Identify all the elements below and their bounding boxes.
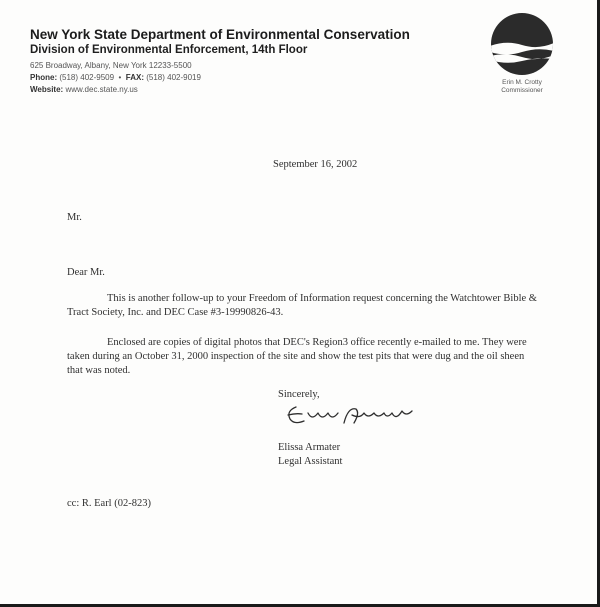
phone-number: (518) 402-9509 bbox=[59, 73, 115, 82]
fax-label: FAX: bbox=[125, 73, 144, 82]
paragraph-1-text: This is another follow-up to your Freedom of Information request concerning the Watchtower Bible & Tract Society, Inc. and DEC Case #3-19990826-43. bbox=[67, 293, 537, 318]
cc-line: cc: R. Earl (02-823) bbox=[67, 498, 151, 509]
signer-title: Legal Assistant bbox=[278, 456, 343, 467]
commissioner-title: Commissioner bbox=[501, 87, 543, 94]
website-label: Website: bbox=[30, 85, 64, 94]
dec-logo-icon bbox=[490, 12, 554, 76]
phone-label: Phone: bbox=[30, 73, 58, 82]
recipient-block: Mr. bbox=[67, 212, 82, 223]
salutation: Dear Mr. bbox=[67, 267, 105, 278]
commissioner-name: Erin M. Crotty bbox=[502, 79, 542, 86]
signer-name: Elissa Armater bbox=[278, 442, 341, 453]
logo-caption bbox=[482, 79, 562, 95]
closing: Sincerely, bbox=[278, 389, 320, 400]
body-paragraph-1 bbox=[67, 292, 537, 320]
division-name: Division of Environmental Enforcement, 14th Floor bbox=[30, 44, 308, 56]
address-line: 625 Broadway, Albany, New York 12233-5500 bbox=[30, 61, 192, 70]
fax-number: (518) 402-9019 bbox=[146, 73, 201, 82]
phone-fax-line: Phone: (518) 402-9509 • FAX: (518) 402-9019 bbox=[30, 73, 201, 82]
organization-name: New York State Department of Environmental Conservation bbox=[30, 27, 410, 42]
handwritten-signature bbox=[282, 401, 432, 431]
body-paragraph-2 bbox=[67, 336, 537, 378]
paragraph-2-text: Enclosed are copies of digital photos that DEC's Region3 office recently e-mailed to me. They were taken during an October 31, 2000 inspection of the site and show the test pits that were dug and the oil sheen that was noted. bbox=[67, 337, 527, 376]
website-url: www.dec.state.ny.us bbox=[65, 85, 138, 94]
letter-date: September 16, 2002 bbox=[273, 159, 358, 170]
website-line bbox=[30, 85, 138, 94]
